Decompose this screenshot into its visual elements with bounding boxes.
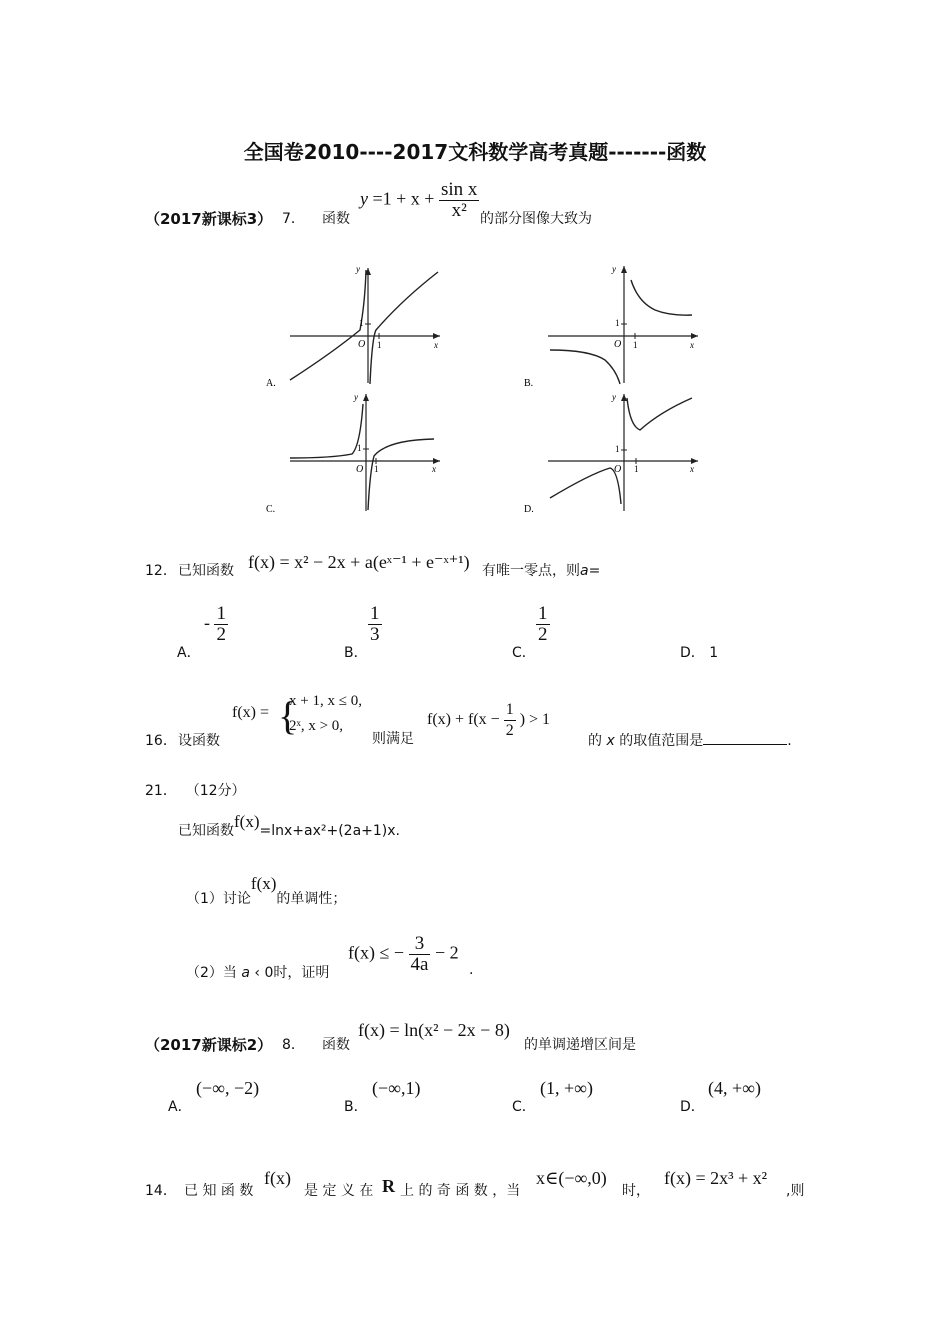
q16-case1: x + 1, x ≤ 0, xyxy=(289,693,362,709)
q21-part2-formula xyxy=(348,934,459,975)
q12-option-a-den: 2 xyxy=(216,624,226,645)
graph-c-one-y: 1 xyxy=(357,443,362,453)
q7-frac-num: sin x xyxy=(440,179,478,200)
graph-a-axis-x: x xyxy=(434,340,438,350)
q16-suffix xyxy=(588,730,792,750)
graph-d-origin: O xyxy=(614,464,622,475)
q21-p2-var: a xyxy=(241,965,250,981)
q21-p2-label: （2）当 xyxy=(186,965,237,981)
q12-number: 12． xyxy=(145,563,177,579)
graph-d-axis-x: x xyxy=(690,464,694,474)
q21-score: （12分） xyxy=(185,783,246,799)
q8-option-a-label: A． xyxy=(168,1099,192,1115)
q7-number: 7． xyxy=(282,211,305,227)
q8-option-c-value: (1, +∞) xyxy=(540,1078,593,1098)
q12-var: a xyxy=(580,563,589,579)
q16-case2: 2ˣ, x > 0, xyxy=(289,718,344,734)
q21-p2-tail: − 2 xyxy=(434,942,459,963)
graph-b-axis-y: y xyxy=(612,264,616,274)
q16-suffix-var: x xyxy=(606,733,615,749)
q21-p1-label: （1）讨论 xyxy=(186,891,251,907)
q21-part2-text xyxy=(186,962,329,982)
q14-f: f(x) xyxy=(264,1168,291,1188)
q16-mid: 则满足 xyxy=(372,731,414,747)
q16-f-lhs: f(x) = xyxy=(232,704,270,721)
graph-c-label: C. xyxy=(266,504,276,515)
q7-suffix: 的部分图像大致为 xyxy=(480,211,592,227)
q21-intro xyxy=(178,812,400,840)
q21-p2-end: . xyxy=(469,962,474,978)
q21-p2-den: 4a xyxy=(410,954,429,975)
q12-option-d-value: 1 xyxy=(709,645,719,661)
q12-option-d xyxy=(680,642,718,662)
q8-formula: f(x) = ln(x² − 2x − 8) xyxy=(358,1020,510,1040)
graph-d-label: D. xyxy=(524,504,534,515)
graph-c xyxy=(262,386,452,516)
q16-prefix: 设函数 xyxy=(178,733,220,749)
q16-suffix-a: 的 xyxy=(588,733,602,749)
q14-mid3: 时， xyxy=(622,1183,650,1199)
q12-eq: = xyxy=(588,563,601,579)
graph-a-label: A. xyxy=(266,378,276,388)
q21-intro-rest: =lnx+ax²+(2a+1)x. xyxy=(259,823,400,839)
graph-b-axis-x: x xyxy=(690,340,694,350)
q14-prefix: 已 知 函 数 xyxy=(184,1183,254,1199)
q12-option-b-den: 3 xyxy=(370,624,380,645)
q16-cond-left: f(x) + f(x − xyxy=(427,711,500,729)
graph-b xyxy=(520,258,710,388)
q8-option-b-value: (−∞,1) xyxy=(372,1078,421,1098)
q12-option-c-den: 2 xyxy=(538,624,548,645)
graph-b-one-x: 1 xyxy=(633,340,638,350)
q8-suffix: 的单调递增区间是 xyxy=(524,1037,636,1053)
page-title: 全国卷2010----2017文科数学高考真题-------函数 xyxy=(243,140,707,164)
q12-suffix-wrap xyxy=(482,560,600,580)
graph-d-axis-y: y xyxy=(612,392,616,402)
q16-cond-den: 2 xyxy=(505,722,514,739)
q12-suffix: 有唯一零点，则 xyxy=(482,563,580,579)
q12-option-c-label: C． xyxy=(512,645,536,661)
q21-intro-prefix: 已知函数 xyxy=(178,823,234,839)
q21-part1 xyxy=(186,874,347,908)
q8-prefix: 函数 xyxy=(322,1037,350,1053)
graph-b-label: B. xyxy=(524,378,534,388)
graph-c-origin: O xyxy=(356,464,364,475)
q12-option-a-sign: - xyxy=(204,612,210,633)
q12-option-b-num: 1 xyxy=(370,603,380,624)
q16-cond-num: 1 xyxy=(504,700,516,721)
q8-option-b-label: B． xyxy=(344,1099,368,1115)
q21-intro-f: f(x) xyxy=(234,812,260,831)
q21-p2-cond: ‹ 0时，证明 xyxy=(254,965,330,981)
q16-end: . xyxy=(787,733,792,749)
q8-source: （2017新课标2） xyxy=(145,1036,273,1054)
q7-prefix: 函数 xyxy=(322,211,350,227)
q21-number: 21． xyxy=(145,783,177,799)
q7-frac-den: x² xyxy=(451,200,467,221)
graph-c-axis-x: x xyxy=(432,464,436,474)
q21-heading xyxy=(145,780,246,800)
graph-a-origin: O xyxy=(358,339,366,350)
q14-mid2: 上 的 奇 函 数 ，当 xyxy=(400,1183,521,1199)
q12-option-a-num: 1 xyxy=(216,603,226,624)
q8-option-d-label: D． xyxy=(680,1099,705,1115)
graph-c-one-x: 1 xyxy=(374,464,379,474)
q7-formula-frac xyxy=(439,180,479,221)
q14-R: R xyxy=(382,1176,395,1196)
q12-prefix: 已知函数 xyxy=(178,563,234,579)
graph-d-one-x: 1 xyxy=(634,464,639,474)
graph-c-axis-y: y xyxy=(354,392,358,402)
graph-d xyxy=(520,386,710,516)
q12-option-a-value xyxy=(204,604,228,645)
q12-formula: f(x) = x² − 2x + a(eˣ⁻¹ + e⁻ˣ⁺¹) xyxy=(248,552,470,572)
q12-option-c-value xyxy=(536,604,550,645)
q7-formula xyxy=(360,180,479,221)
q12-option-c-num: 1 xyxy=(538,603,548,624)
q8-number: 8． xyxy=(282,1037,305,1053)
graph-a-axis-y: y xyxy=(356,264,360,274)
q12-option-b-value xyxy=(368,604,382,645)
q7-formula-mid: =1 + x + xyxy=(372,188,435,209)
q16-number: 16． xyxy=(145,733,177,749)
q14-end: ,则 xyxy=(786,1183,805,1199)
q16-cond-right: ) > 1 xyxy=(519,711,551,729)
q7-source: （2017新课标3） xyxy=(145,210,273,228)
graph-a-one-y: 1 xyxy=(359,318,364,328)
q8-option-d-value: (4, +∞) xyxy=(708,1078,761,1098)
graph-b-one-y: 1 xyxy=(615,318,620,328)
q12-option-a-label: A． xyxy=(177,645,201,661)
q14-interval: x∈(−∞,0) xyxy=(536,1168,607,1188)
q16-brace: { xyxy=(278,693,298,738)
graph-d-one-y: 1 xyxy=(615,444,620,454)
q21-p2-num: 3 xyxy=(409,934,431,955)
graph-a xyxy=(262,258,452,388)
q8-option-c-label: C． xyxy=(512,1099,536,1115)
q7-formula-lhs: y xyxy=(360,188,368,209)
q21-p1-rest: 的单调性； xyxy=(276,891,347,907)
q21-p2-f: f(x) ≤ − xyxy=(348,942,405,963)
q16-condition xyxy=(427,700,550,741)
q21-p1-f: f(x) xyxy=(250,874,277,893)
q16-answer-blank xyxy=(703,730,787,745)
q12-option-d-label: D． xyxy=(680,645,705,661)
q12-option-b-label: B． xyxy=(344,645,368,661)
q8-option-a-value: (−∞, −2) xyxy=(196,1078,260,1098)
q14-number: 14． xyxy=(145,1183,177,1199)
q14-mid1: 是 定 义 在 xyxy=(304,1183,374,1199)
graph-a-one-x: 1 xyxy=(377,340,382,350)
graph-b-origin: O xyxy=(614,339,622,350)
q14-formula: f(x) = 2x³ + x² xyxy=(664,1168,768,1188)
q16-suffix-b: 的取值范围是 xyxy=(619,733,704,749)
